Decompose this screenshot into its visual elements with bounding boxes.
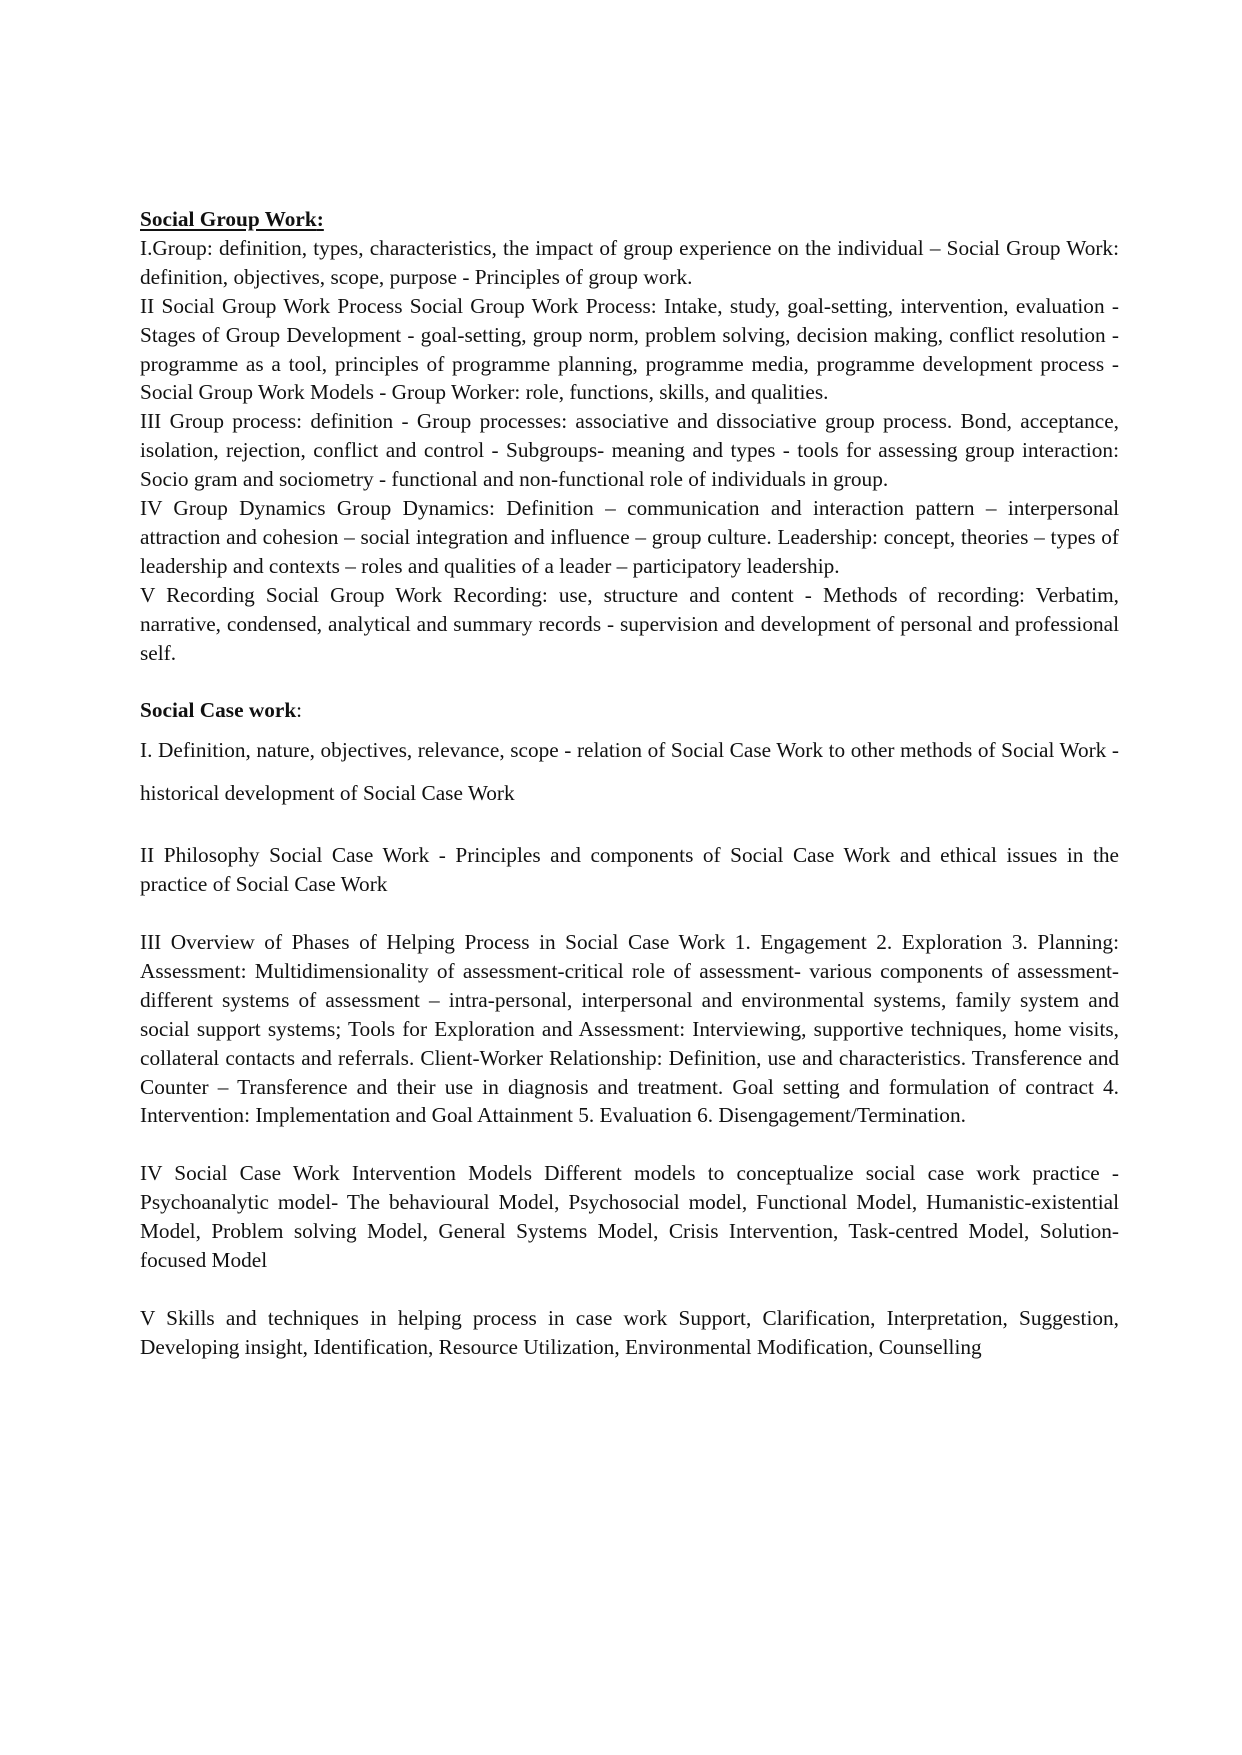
group-work-heading: [140, 205, 1119, 234]
case-work-unit-4: IV Social Case Work Intervention Models Different models to conceptualize social case work practice - Psychoanalytic model- The behavioural Model, Psychosocial model, Functional Model, Humanistic-existential Model, Problem solving Model, General Systems Model, Crisis Intervention, Task-centred Model, Solution-focused Model: [140, 1161, 1119, 1272]
syllabus-content: [140, 205, 1119, 1362]
group-work-unit-5: V Recording Social Group Work Recording: use, structure and content - Methods of recording: Verbatim, narrative, condensed, analytical and summary records - supervision and development of personal and professional self.: [140, 582, 1119, 665]
group-work-unit-3: III Group process: definition - Group processes: associative and dissociative group process. Bond, acceptance, isolation, rejection, conflict and control - Subgroups- meaning and types - tools for assessing group interaction: Socio gram and sociometry - functional and non-functional role of individuals in group.: [140, 409, 1119, 492]
case-work-unit-5: V Skills and techniques in helping process in case work Support, Clarification, Interpretation, Suggestion, Developing insight, Identification, Resource Utilization, Environmental Modification, Counselling: [140, 1305, 1119, 1359]
case-work-unit-2: II Philosophy Social Case Work - Principles and components of Social Case Work and ethical issues in the practice of Social Case Work: [140, 843, 1119, 897]
group-work-heading-text: Social Group Work: [140, 207, 317, 231]
group-work-unit-1: I.Group: definition, types, characteristics, the impact of group experience on the individual – Social Group Work: definition, objectives, scope, purpose - Principles of group work.: [140, 235, 1119, 289]
case-work-heading-suffix: :: [296, 698, 303, 723]
group-work-unit-4: IV Group Dynamics Group Dynamics: Definition – communication and interaction pattern – interpersonal attraction and cohesion – social integration and influence – group culture. Leadership: concept, theories – types of leadership and contexts – roles and qualities of a leader – participatory leadership.: [140, 496, 1119, 578]
group-work-heading-suffix: :: [316, 207, 324, 231]
case-work-heading: [140, 696, 1119, 725]
case-work-heading-text: Social Case work: [140, 698, 297, 723]
case-work-unit-1: I. Definition, nature, objectives, relevance, scope - relation of Social Case Work to other methods of Social Work - historical development of Social Case Work: [140, 738, 1119, 806]
case-work-unit-3: III Overview of Phases of Helping Process in Social Case Work 1. Engagement 2. Exploration 3. Planning: Assessment: Multidimensionality of assessment-critical role of assessment- various components of assessment- different systems of assessment – intra-personal, interpersonal and environmental systems, family system and social support systems; Tools for Exploration and Assessment: Interviewing, supportive techniques, home visits, collateral contacts and referrals. Client-Worker Relationship: Definition, use and characteristics. Transference and Counter – Transference and their use in diagnosis and treatment. Goal setting and formulation of contract 4. Intervention: Implementation and Goal Attainment 5. Evaluation 6. Disengagement/Termination.: [140, 930, 1119, 1128]
group-work-unit-2: II Social Group Work Process Social Group Work Process: Intake, study, goal-setting, intervention, evaluation - Stages of Group Development - goal-setting, group norm, problem solving, decision making, conflict resolution - programme as a tool, principles of programme planning, programme media, programme development process - Social Group Work Models - Group Worker: role, functions, skills, and qualities.: [140, 293, 1119, 405]
